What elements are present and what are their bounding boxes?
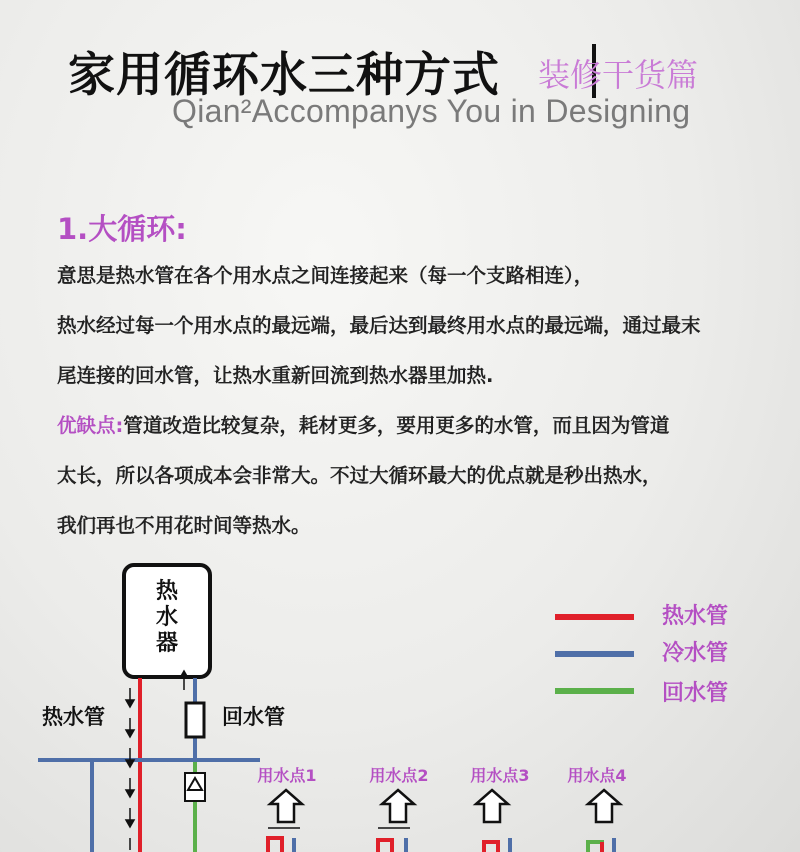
return-pipe-label: 回水管	[222, 705, 285, 729]
section-title: 1.大循环:	[57, 212, 187, 246]
outlet-up-arrow-icon	[588, 790, 620, 822]
heater-char-3: 器	[155, 631, 179, 656]
pros-line-2: 太长，所以各项成本会非常大。不过大循环最大的优点就是秒出热水，	[57, 464, 662, 487]
pros-text-1: 管道改造比较复杂，耗材更多，要用更多的水管，而且因为管道	[123, 414, 670, 437]
page-title: 家用循环水三种方式	[68, 48, 500, 103]
hot-branch-2	[378, 840, 392, 852]
water-point-4	[567, 766, 626, 852]
outlet-up-arrow-icon	[270, 790, 302, 822]
water-point-2	[369, 766, 428, 852]
water-point-label-4: 用水点4	[567, 766, 627, 785]
water-point-label-3: 用水点3	[470, 766, 530, 785]
hot-branch-1	[268, 838, 282, 852]
outlet-up-arrow-icon	[476, 790, 508, 822]
hot-pipe-label: 热水管	[42, 705, 105, 729]
water-point-label-1: 用水点1	[257, 766, 317, 785]
legend-label-return: 回水管	[662, 681, 729, 706]
outlet-up-arrow-icon	[382, 790, 414, 822]
pros-label: 优缺点:	[57, 414, 124, 437]
return-pump	[186, 703, 204, 737]
return-branch-4	[588, 842, 602, 852]
hot-branch-3	[484, 842, 498, 852]
para-line-1: 意思是热水管在各个用水点之间连接起来（每一个支路相连），	[57, 264, 594, 287]
pros-line-3: 我们再也不用花时间等热水。	[57, 514, 311, 537]
page-subtitle: Qian²Accompanys You in Designing	[172, 93, 691, 129]
para-line-2: 热水经过每一个用水点的最远端，最后达到最终用水点的最远端，通过最末	[57, 314, 701, 337]
water-point-3	[470, 766, 529, 852]
heater-char-2: 水	[155, 605, 179, 630]
heater-char-1: 热	[155, 579, 179, 604]
para-line-3: 尾连接的回水管，让热水重新回流到热水器里加热.	[57, 364, 494, 387]
legend-label-cold: 冷水管	[662, 641, 729, 666]
water-point-label-2: 用水点2	[369, 766, 429, 785]
title-tag: 装修干货篇	[538, 56, 699, 94]
water-point-1	[257, 766, 316, 852]
legend-label-hot: 热水管	[662, 604, 729, 629]
